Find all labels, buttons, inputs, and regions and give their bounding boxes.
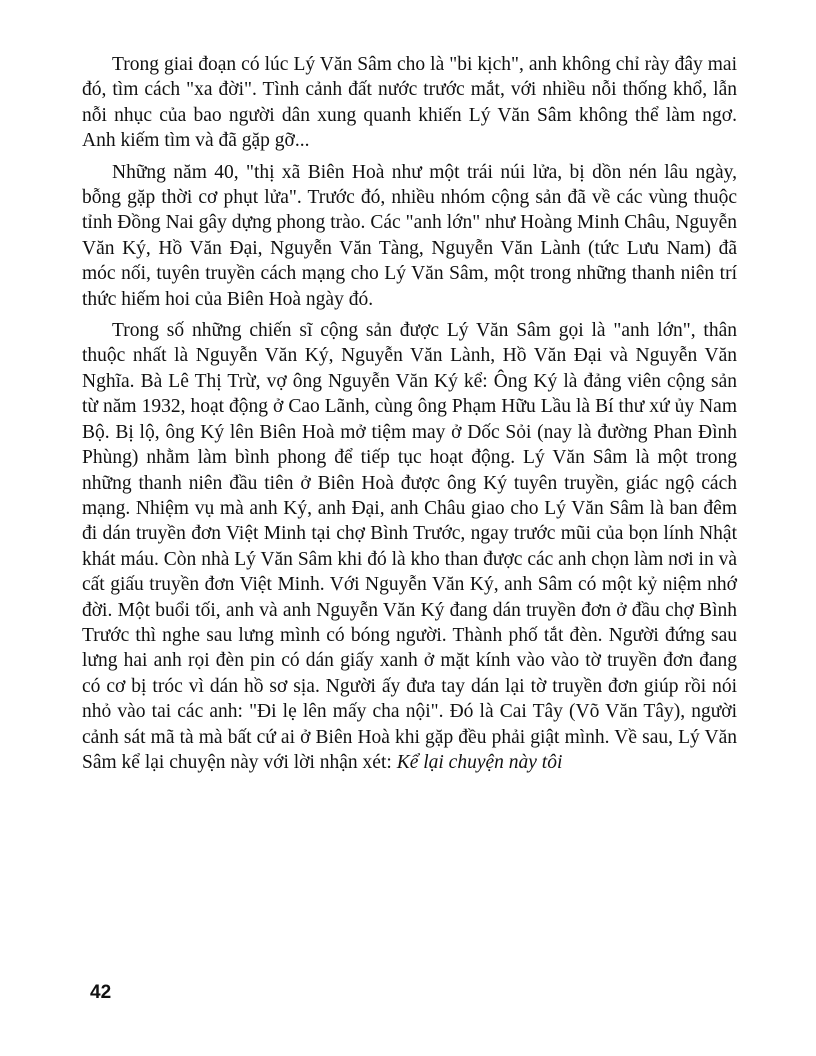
page-body [82,52,737,781]
paragraph-2: Những năm 40, "thị xã Biên Hoà như một trái núi lửa, bị dồn nén lâu ngày, bỗng gặp thời cơ phụt lửa". Trước đó, nhiều nhóm cộng sản đã về các vùng thuộc tỉnh Đồng Nai gây dựng phong trào. Các "anh lớn" như Hoàng Minh Châu, Nguyễn Văn Ký, Hồ Văn Đại, Nguyễn Văn Tàng, Nguyễn Văn Lành (tức Lưu Nam) đã móc nối, tuyên truyền cách mạng cho Lý Văn Sâm, một trong những thanh niên trí thức hiếm hoi của Biên Hoà ngày đó. [82,161,737,310]
paragraph-1: Trong giai đoạn có lúc Lý Văn Sâm cho là "bi kịch", anh không chỉ rày đây mai đó, tìm cách "xa đời". Tình cảnh đất nước trước mắt, với nhiều nỗi thống khổ, lẫn nỗi nhục của bao người dân xung quanh khiến Lý Văn Sâm không thể làm ngơ. Anh kiếm tìm và đã gặp gỡ... [82,54,737,152]
page-number: 42 [90,982,112,1003]
italic-quote-start: Kể lại chuyện này tôi [396,751,563,773]
paragraph-3-text: Trong số những chiến sĩ cộng sản được Lý Văn Sâm gọi là "anh lớn", thân thuộc nhất là Nguyễn Văn Ký, Nguyễn Văn Lành, Hồ Văn Đại và Nguyễn Văn Nghĩa. Bà Lê Thị Trừ, vợ ông Nguyễn Văn Ký kể: Ông Ký là đảng viên cộng sản từ năm 1932, hoạt động ở Cao Lãnh, cùng ông Phạm Hữu Lầu là Bí thư xứ ủy Nam Bộ. Bị lộ, ông Ký lên Biên Hoà mở tiệm may ở Dốc Sỏi (nay là đường Phan Đình Phùng) nhằm làm bình phong để tiếp tục hoạt động. Lý Văn Sâm là một trong những thanh niên đầu tiên ở Biên Hoà được ông Ký tuyên truyền, giác ngộ cách mạng. Nhiệm vụ mà anh Ký, anh Đại, anh Châu giao cho Lý Văn Sâm là ban đêm đi dán truyền đơn Việt Minh tại chợ Bình Trước, ngay trước mũi của bọn lính Nhật khát máu. Còn nhà Lý Văn Sâm khi đó là kho than được các anh chọn làm nơi in và cất giấu truyền đơn Việt Minh. Với Nguyễn Văn Ký, anh Sâm có một kỷ niệm nhớ đời. Một buổi tối, anh và anh Nguyễn Văn Ký đang dán truyền đơn ở đầu chợ Bình Trước thì nghe sau lưng mình có bóng người. Thành phố tắt đèn. Người đứng sau lưng hai anh rọi đèn pin có dán giấy xanh ở mặt kính vào vào tờ truyền đơn đang có cơ bị tróc vì dán hồ sơ sịa. Người ấy đưa tay dán lại tờ truyền đơn giúp rồi nói nhỏ vào tai các anh: "Đi lẹ lên mấy cha nội". Đó là Cai Tây (Võ Văn Tây), người cảnh sát mã tà mà bất cứ ai ở Biên Hoà khi gặp đều phải giật mình. Về sau, Lý Văn Sâm kể lại chuyện này với lời nhận xét: [82,320,737,773]
paragraph-3 [82,318,737,775]
